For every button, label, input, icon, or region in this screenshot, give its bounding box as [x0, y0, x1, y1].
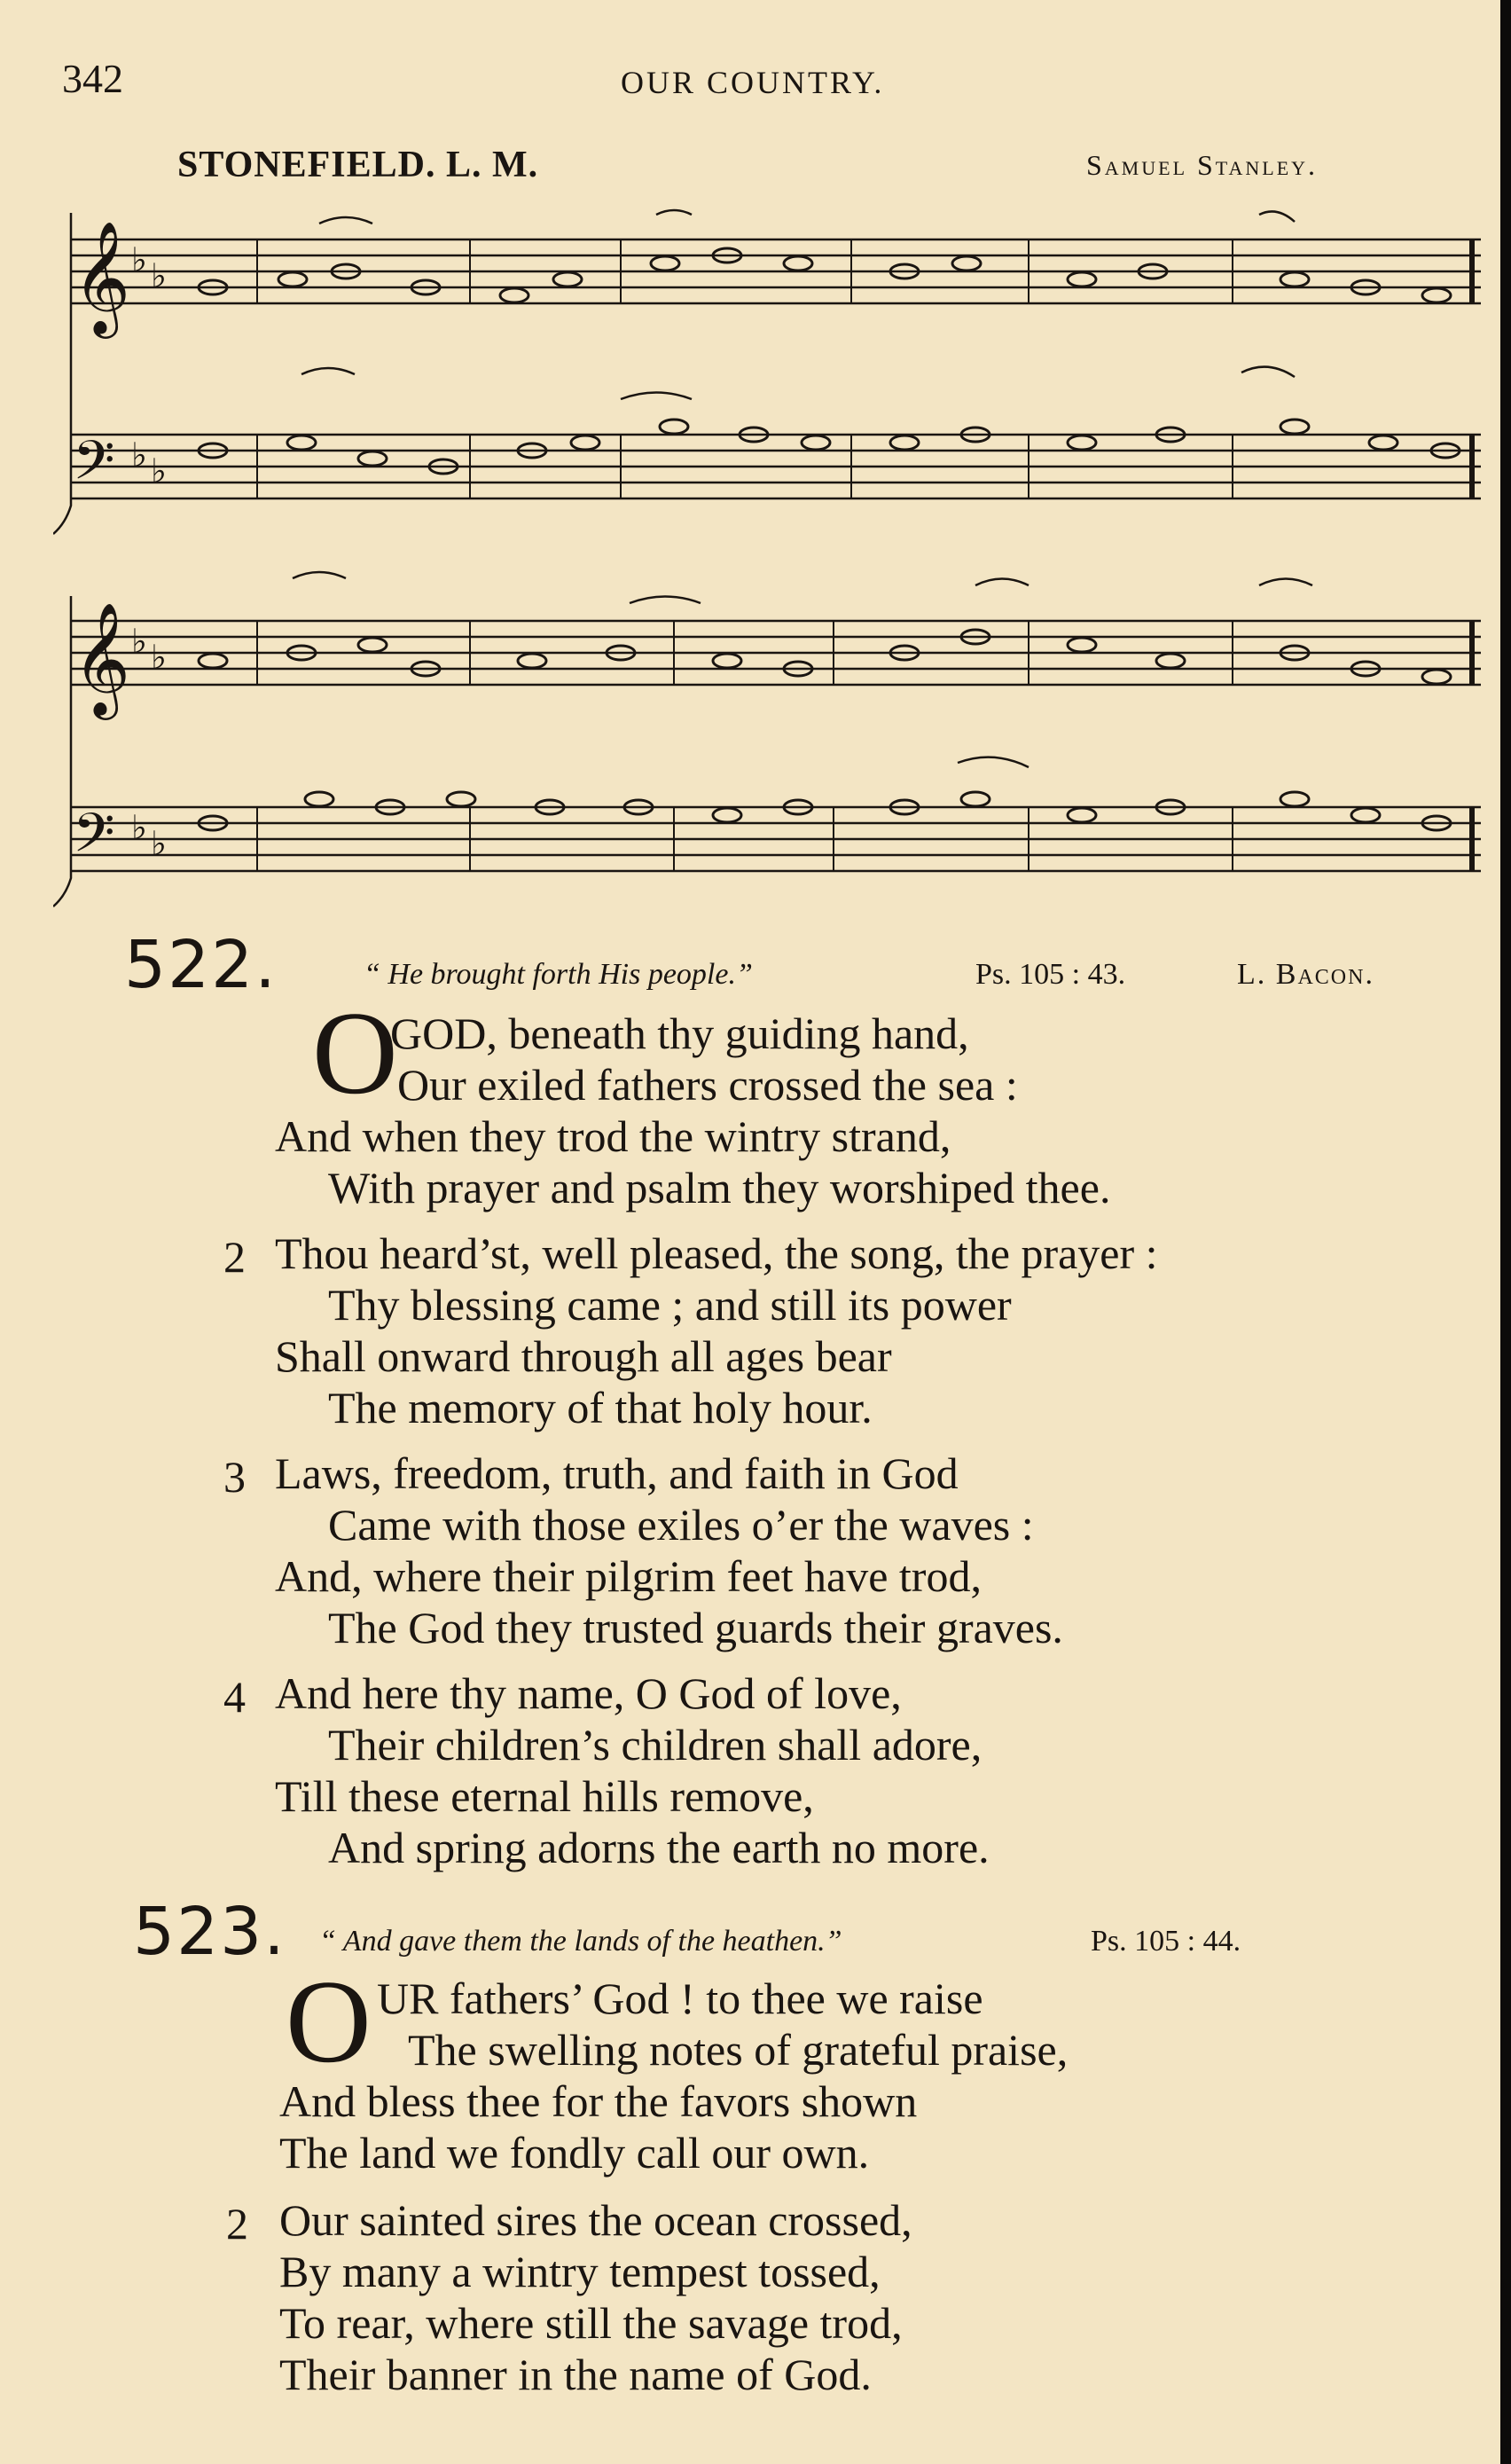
svg-text:♭: ♭ — [151, 638, 167, 677]
verse-line: Their children’s children shall adore, — [328, 1720, 983, 1770]
hymn-quote — [319, 1925, 842, 1958]
verse-line: To rear, where still the savage trod, — [279, 2298, 903, 2348]
system2-bass-staff — [71, 807, 1481, 871]
svg-text:𝄞: 𝄞 — [73, 220, 131, 334]
tune-name: STONEFIELD. L. M. — [177, 145, 539, 185]
hymn-quote-text: “ He brought forth His people.” — [364, 958, 753, 991]
stanza-number: 4 — [223, 1672, 246, 1722]
svg-text:♭: ♭ — [131, 808, 147, 847]
verse-line: And spring adorns the earth no more. — [328, 1823, 990, 1872]
verse-line: Thou heard’st, well pleased, the song, the prayer : — [275, 1228, 1158, 1278]
verse-line: The land we fondly call our own. — [279, 2128, 870, 2178]
verse-line: And, where their pilgrim feet have trod, — [275, 1551, 982, 1601]
stanza-number: 3 — [223, 1452, 246, 1502]
verse-line: And here thy name, O God of love, — [275, 1668, 902, 1718]
system1-bass-staff — [71, 435, 1481, 498]
verse-line: Laws, freedom, truth, and faith in God — [275, 1448, 959, 1498]
svg-text:♭: ♭ — [151, 256, 167, 295]
verse-line: UR fathers’ God ! to thee we raise — [377, 1974, 983, 2023]
verse-line: And when they trod the wintry strand, — [275, 1111, 951, 1161]
hymn-number: 522. — [124, 927, 278, 1003]
verse-line: Came with those exiles o’er the waves : — [328, 1500, 1034, 1550]
section-title: OUR COUNTRY. — [621, 65, 885, 100]
svg-text:♭: ♭ — [151, 824, 167, 863]
verse-line: The swelling notes of grateful praise, — [408, 2025, 1069, 2075]
verse-line: With prayer and psalm they worshiped thee. — [328, 1163, 1111, 1212]
svg-text:♭: ♭ — [131, 240, 147, 279]
verse-line: And bless thee for the favors shown — [279, 2076, 918, 2126]
svg-text:𝄢: 𝄢 — [73, 802, 115, 878]
verse-line: The God they trusted guards their graves. — [328, 1603, 1063, 1652]
sheet-music — [53, 186, 1491, 940]
page-number: 342 — [62, 56, 123, 101]
drop-cap: O — [312, 987, 398, 1118]
hymn-quote — [364, 958, 753, 992]
stanza-number: 2 — [226, 2199, 248, 2248]
svg-text:♭: ♭ — [151, 451, 167, 490]
hymn-author: L. Bacon. — [1237, 958, 1374, 991]
verse-line: GOD, beneath thy guiding hand, — [390, 1008, 969, 1058]
verse-line: Our exiled fathers crossed the sea : — [397, 1060, 1018, 1110]
hymn-number: 523. — [133, 1894, 286, 1970]
stanza-number: 2 — [223, 1232, 246, 1282]
hymn-reference: Ps. 105 : 43. — [975, 958, 1126, 991]
system1-treble-staff — [71, 239, 1481, 303]
page-edge — [1500, 0, 1511, 2464]
svg-text:♭: ♭ — [131, 436, 147, 475]
drop-cap: O — [286, 1956, 372, 2087]
verse-line: The memory of that holy hour. — [328, 1383, 873, 1432]
system2-treble-staff — [71, 621, 1481, 685]
svg-text:𝄞: 𝄞 — [73, 601, 131, 715]
svg-text:𝄢: 𝄢 — [73, 429, 115, 506]
hymn-quote-text: “ And gave them the lands of the heathen.” — [319, 1925, 842, 1958]
verse-line: Their banner in the name of God. — [279, 2350, 872, 2399]
verse-line: By many a wintry tempest tossed, — [279, 2247, 881, 2296]
verse-line: Thy blessing came ; and still its power — [328, 1280, 1012, 1330]
composer: Samuel Stanley. — [1086, 149, 1319, 181]
hymn-reference: Ps. 105 : 44. — [1091, 1925, 1241, 1958]
verse-line: Shall onward through all ages bear — [275, 1331, 892, 1381]
svg-text:♭: ♭ — [131, 622, 147, 661]
verse-line: Till these eternal hills remove, — [275, 1771, 814, 1821]
verse-line: Our sainted sires the ocean crossed, — [279, 2195, 912, 2245]
